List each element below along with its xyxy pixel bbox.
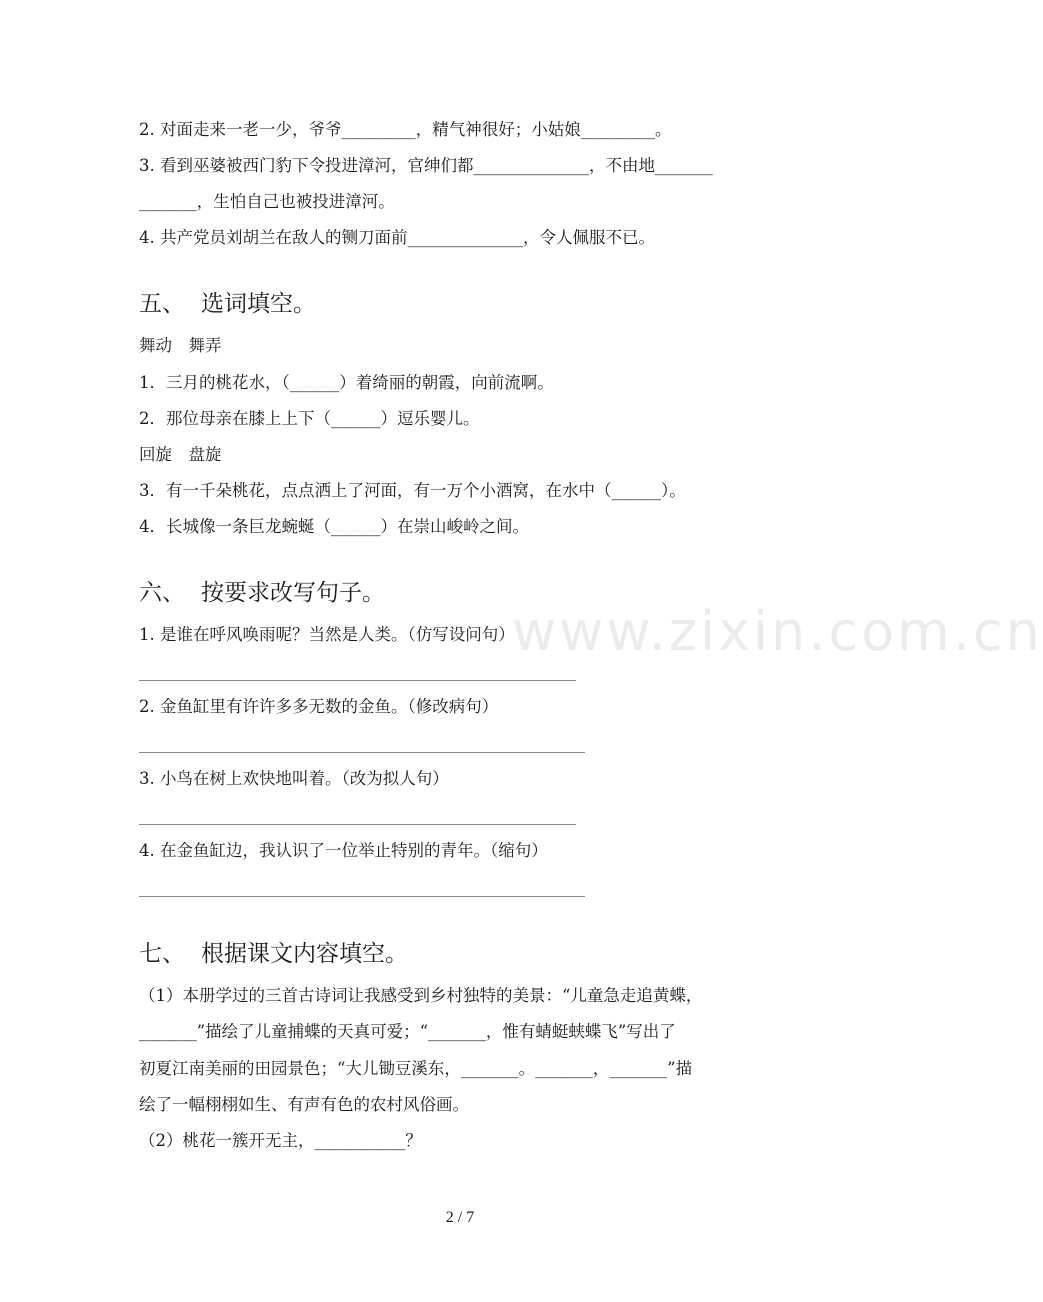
section-6-heading [139, 582, 385, 605]
s4-item-2: 2. 对面走来一老一少，爷爷_________，精气神很好；小姑娘_________。 [139, 120, 672, 139]
s5-question-3: 3．有一千朵桃花，点点洒上了河面，有一万个小酒窝，在水中（______）。 [139, 481, 686, 500]
s6-answer-line-4 [139, 896, 585, 897]
s7-para-2: （2）桃花一簇开无主，___________？ [139, 1131, 422, 1150]
s7-para-1-line-1: （1）本册学过的三首古诗词让我感受到乡村独特的美景：“儿童急走追黄蝶， [139, 986, 703, 1005]
s6-answer-line-1 [139, 680, 576, 681]
s6-answer-line-2 [139, 752, 585, 753]
s5-question-4: 4．长城像一条巨龙蜿蜒（______）在崇山峻岭之间。 [139, 517, 529, 536]
watermark: www.zixin.com.cn [512, 600, 1043, 663]
s6-question-3: 3. 小鸟在树上欢快地叫着。（改为拟人句） [139, 769, 449, 788]
s7-para-1-line-4: 绘了一幅栩栩如生、有声有色的农村风俗画。 [139, 1095, 469, 1114]
s5-question-1: 1．三月的桃花水，（______）着绮丽的朝霞，向前流啊。 [139, 373, 554, 392]
s6-question-2: 2. 金鱼缸里有许许多多无数的金鱼。（修改病句） [139, 697, 499, 716]
section-7-title: 根据课文内容填空。 [201, 941, 408, 967]
s5-word-choices-b: 回旋 盘旋 [139, 445, 222, 464]
s4-item-4: 4. 共产党员刘胡兰在敌人的铡刀面前______________，令人佩服不已。 [139, 228, 655, 247]
s6-question-4: 4. 在金鱼缸边，我认识了一位举止特别的青年。（缩句） [139, 841, 548, 860]
s7-para-1-line-2: _______”描绘了儿童捕蝶的天真可爱；“_______，惟有蜻蜓蛱蝶飞”写出了 [139, 1022, 676, 1041]
section-7-number: 七、 [139, 941, 185, 967]
section-5-heading [139, 293, 316, 316]
s4-item-3-line-2: _______，生怕自己也被投进漳河。 [139, 192, 395, 211]
section-6-number: 六、 [139, 580, 185, 606]
section-5-title: 选词填空。 [201, 291, 316, 317]
section-5-number: 五、 [139, 291, 185, 317]
s7-para-1-line-3: 初夏江南美丽的田园景色；“大儿锄豆溪东，_______。_______，_______”描 [139, 1059, 693, 1078]
s6-question-1: 1. 是谁在呼风唤雨呢？当然是人类。（仿写设问句） [139, 625, 515, 644]
s6-answer-line-3 [139, 824, 576, 825]
section-7-heading [139, 943, 408, 966]
s4-item-3-line-1: 3. 看到巫婆被西门豹下令投进漳河，官绅们都______________，不由地_______ [139, 156, 713, 175]
section-6-title: 按要求改写句子。 [201, 580, 385, 606]
s5-question-2: 2．那位母亲在膝上上下（______）逗乐婴儿。 [139, 409, 480, 428]
page-number: 2 / 7 [445, 1209, 475, 1226]
s5-word-choices-a: 舞动 舞弄 [139, 336, 222, 355]
